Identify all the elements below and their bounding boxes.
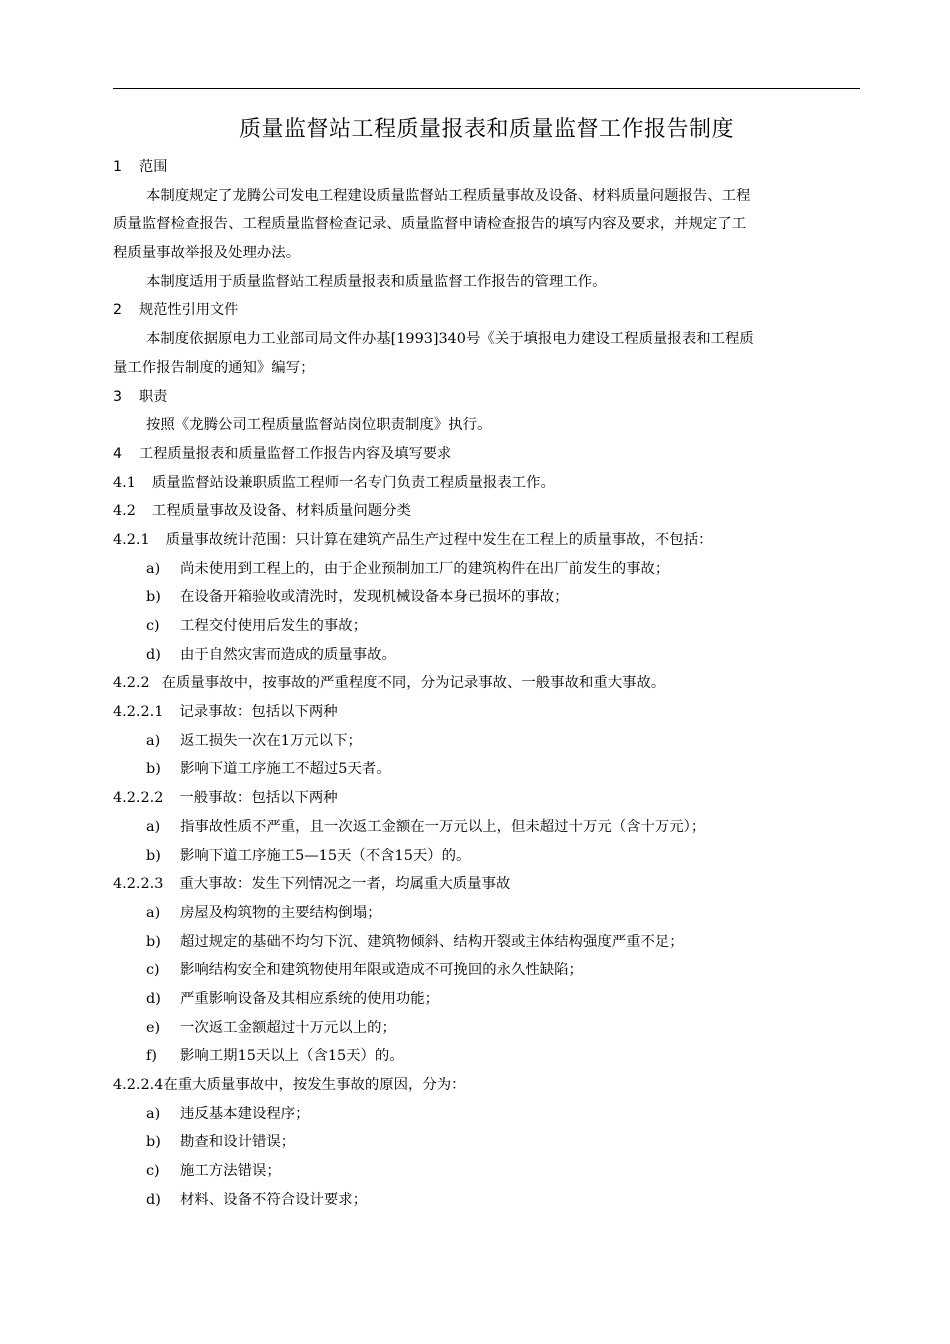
clause-number: 4.2.2.4 [113, 1077, 164, 1093]
clause-text: 一般事故：包括以下两种 [179, 790, 338, 807]
list-item-text: 严重影响设备及其相应系统的使用功能； [180, 990, 440, 1007]
list-item-text: 尚未使用到工程上的，由于企业预制加工厂的建筑构件在出厂前发生的事故； [180, 560, 670, 577]
section-title: 工程质量报表和质量监督工作报告内容及填写要求 [139, 445, 452, 462]
clause-number: 4.2 [113, 503, 136, 520]
list-item-text: 材料、设备不符合设计要求； [180, 1191, 368, 1208]
clause-4-2-2-1 [113, 698, 860, 727]
list-item [113, 956, 860, 985]
section-heading-1 [113, 153, 860, 182]
section-number: 3 [113, 388, 123, 405]
list-item-text: 工程交付使用后发生的事故； [180, 618, 368, 634]
list-marker: b) [146, 847, 161, 864]
list-item-text: 由于自然灾害而造成的质量事故。 [180, 646, 396, 663]
list-item-text: 影响工期15天以上（含15天）的。 [180, 1048, 404, 1065]
clause-4-2-2-4 [113, 1071, 860, 1100]
list-item-text: 施工方法错误； [180, 1163, 281, 1180]
section-heading-3 [113, 383, 860, 412]
list-item [113, 1014, 860, 1043]
clause-4-2 [113, 497, 860, 526]
list-marker: a) [146, 560, 161, 577]
list-item [113, 985, 860, 1014]
list-marker: f) [146, 1048, 157, 1065]
list-item [113, 899, 860, 928]
clause-text: 在重大质量事故中，按发生事故的原因，分为： [163, 1077, 466, 1093]
clause-text: 质量监督站设兼职质监工程师一名专门负责工程质量报表工作。 [151, 474, 555, 491]
list-item [113, 842, 860, 871]
list-item-text: 一次返工金额超过十万元以上的； [180, 1019, 396, 1036]
list-marker: d) [146, 990, 161, 1007]
list-marker: b) [146, 589, 161, 606]
document-title: 质量监督站工程质量报表和质量监督工作报告制度 [238, 117, 734, 142]
clause-text: 重大事故：发生下列情况之一者，均属重大质量事故 [179, 876, 511, 893]
clause-4-2-2 [113, 669, 860, 698]
list-marker: b) [146, 933, 161, 950]
list-item-text: 返工损失一次在1万元以下； [180, 732, 362, 749]
list-marker: e) [146, 1019, 161, 1036]
section-title: 范围 [139, 159, 168, 175]
list-marker: a) [146, 818, 161, 835]
list-item [113, 1128, 860, 1157]
list-item-text: 超过规定的基础不均匀下沉、建筑物倾斜、结构开裂或主体结构强度严重不足； [180, 933, 684, 950]
list-item-text: 指事故性质不严重，且一次返工金额在一万元以上，但未超过十万元（含十万元）； [180, 818, 706, 835]
list-marker: b) [146, 1134, 161, 1151]
list-item [113, 555, 860, 584]
clause-4-2-1 [113, 526, 860, 555]
clause-number: 4.1 [113, 474, 136, 491]
list-marker: c) [146, 962, 160, 979]
paragraph-line: 程质量事故举报及处理办法。 [113, 245, 301, 262]
paragraph-line: 按照《龙腾公司工程质量监督站岗位职责制度》执行。 [146, 417, 492, 434]
list-item [113, 1186, 860, 1215]
list-marker: b) [146, 761, 161, 778]
clause-text: 在质量事故中，按事故的严重程度不同，分为记录事故、一般事故和重大事故。 [161, 675, 666, 692]
list-marker: a) [146, 904, 161, 921]
section-title: 规范性引用文件 [139, 302, 239, 319]
list-item [113, 1100, 860, 1129]
clause-4-2-2-2 [113, 784, 860, 813]
list-item-text: 在设备开箱验收或清洗时，发现机械设备本身已损坏的事故； [180, 589, 569, 606]
paragraph-line: 本制度依据原电力工业部司局文件办基[1993]340号《关于填报电力建设工程质量报表和工程质 [146, 331, 754, 348]
list-item-text: 影响下道工序施工不超过5天者。 [180, 761, 391, 778]
document-body [113, 153, 860, 1214]
list-item-text: 勘查和设计错误； [180, 1134, 296, 1151]
list-item [113, 755, 860, 784]
list-item [113, 727, 860, 756]
list-item [113, 928, 860, 957]
clause-text: 工程质量事故及设备、材料质量问题分类 [151, 503, 411, 520]
clause-text: 记录事故：包括以下两种 [179, 704, 338, 721]
clause-number: 4.2.1 [113, 531, 150, 548]
list-item [113, 641, 860, 670]
paragraph-line: 质量监督检查报告、工程质量监督检查记录、质量监督申请检查报告的填写内容及要求，并规定了工 [113, 216, 747, 233]
paragraph-line: 本制度规定了龙腾公司发电工程建设质量监督站工程质量事故及设备、材料质量问题报告、工程 [146, 187, 751, 204]
section-heading-2 [113, 296, 860, 325]
list-item-text: 影响结构安全和建筑物使用年限或造成不可挽回的永久性缺陷； [180, 962, 583, 979]
section-number: 2 [113, 302, 123, 319]
clause-number: 4.2.2 [113, 675, 150, 692]
paragraph-line: 量工作报告制度的通知》编写； [113, 359, 315, 376]
list-marker: c) [146, 1163, 160, 1180]
clause-number: 4.2.2.2 [113, 790, 164, 807]
clause-number: 4.2.2.3 [113, 876, 164, 893]
list-item-text: 影响下道工序施工5—15天（不含15天）的。 [180, 847, 471, 864]
paragraph-line: 本制度适用于质量监督站工程质量报表和质量监督工作报告的管理工作。 [146, 273, 607, 290]
list-item [113, 1042, 860, 1071]
list-item [113, 1157, 860, 1186]
list-marker: c) [146, 618, 160, 634]
clause-4-1 [113, 469, 860, 498]
list-item [113, 612, 860, 641]
list-marker: d) [146, 1191, 161, 1208]
list-marker: a) [146, 1105, 161, 1122]
section-heading-4 [113, 440, 860, 469]
section-number: 1 [113, 159, 123, 175]
list-item [113, 583, 860, 612]
section-title: 职责 [139, 388, 168, 405]
clause-4-2-2-3 [113, 870, 860, 899]
section-number: 4 [113, 445, 123, 462]
clause-number: 4.2.2.1 [113, 704, 164, 721]
list-item [113, 813, 860, 842]
list-item-text: 房屋及构筑物的主要结构倒塌； [180, 904, 382, 921]
list-marker: a) [146, 732, 161, 749]
list-item-text: 违反基本建设程序； [180, 1105, 310, 1122]
clause-text: 质量事故统计范围：只计算在建筑产品生产过程中发生在工程上的质量事故，不包括： [165, 531, 713, 548]
header-rule [113, 88, 860, 89]
list-marker: d) [146, 646, 161, 663]
